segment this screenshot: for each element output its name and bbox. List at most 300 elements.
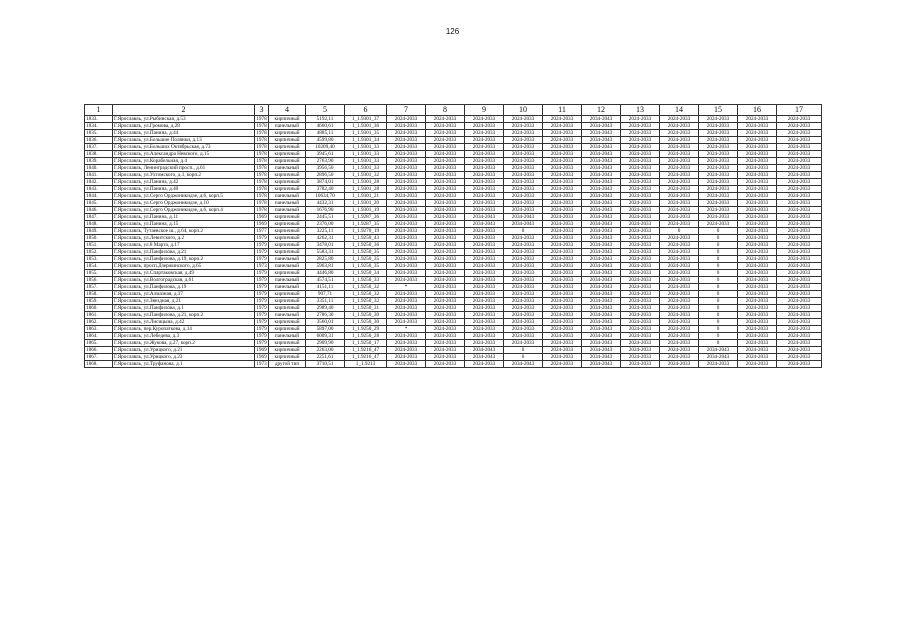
column-header: 7 [387,105,426,116]
period-cell: 2024-2033 [777,298,822,305]
period-cell: 2024-2033 [387,179,426,186]
build-year-cell: 1979 [256,298,267,304]
wall-material-cell: кирпичный [269,116,306,123]
period-cell: 2024-2033 [543,333,582,340]
period-cell: 2034-2043 [582,354,621,361]
building-code-cell: 1_1.9216_47 [345,347,387,354]
area-cell: 2825,80 [306,256,345,263]
period-cell: 2024-2033 [621,333,660,340]
period-cell: 2024-2033 [699,151,738,158]
period-cell: 2024-2033 [699,123,738,130]
period-cell: 2024-2033 [738,221,777,228]
area-cell: 3874,01 [306,179,345,186]
area-cell: 2909,90 [306,340,345,347]
period-cell: 2024-2033 [543,340,582,347]
period-cell: 2024-2033 [777,326,822,333]
period-cell: 2024-2033 [426,284,465,291]
period-cell: 2024-2033 [660,284,699,291]
period-cell: 2024-2033 [465,361,504,368]
wall-material-cell: кирпичный [269,291,306,298]
column-header: 2 [113,105,255,116]
period-cell: 2024-2033 [504,172,543,179]
period-cell: 2024-2033 [621,214,660,221]
period-cell: 2024-2033 [504,144,543,151]
period-cell: 2024-2033 [387,312,426,319]
address-cell: Г.Ярославль, ул.Серго Орджоникидзе, д.6, корп.5 [113,193,255,200]
period-cell: 2024-2033 [738,284,777,291]
period-cell: 2024-2033 [621,186,660,193]
period-cell: 2024-2033 [621,165,660,172]
period-cell: 2024-2033 [504,263,543,270]
period-cell: 2024-2033 [504,333,543,340]
period-cell: 2024-2033 [621,361,660,368]
wall-material-cell: панельный [269,123,306,130]
period-cell: 2024-2033 [777,207,822,214]
period-cell: 2024-2033 [426,270,465,277]
building-code-cell: 1_1.9301_32 [345,172,387,179]
table-body [85,105,822,368]
period-cell: 2024-2033 [543,312,582,319]
area-cell: 2445,51 [306,214,345,221]
address-cell: Г.Ярославль, ул.Александра Невского, д.15 [113,151,255,158]
row-number-cell: 1837. [85,144,113,151]
period-cell: 2024-2033 [660,312,699,319]
address-cell: Г.Ярославль, ул.Панина, д.11 [113,214,255,221]
period-cell: 2024-2033 [777,263,822,270]
address-cell: Г.Ярославль, ул.Урицкого, д.21 [113,347,255,354]
period-cell: 2024-2033 [426,158,465,165]
address-cell: Г.Ярославль, ул.Звездная, д.21 [113,298,255,305]
period-cell: 2024-2033 [504,284,543,291]
build-year-cell: 1978 [256,123,267,129]
wall-material-cell: кирпичный [269,151,306,158]
period-cell: 2024-2033 [777,228,822,235]
period-cell: 0 [699,235,738,242]
building-code-cell: 1_1.9301_34 [345,137,387,144]
build-year-cell: 1979 [256,291,267,297]
period-cell: 2024-2033 [387,137,426,144]
row-number-cell: 1862. [85,319,113,326]
period-cell: 2034-2043 [582,165,621,172]
building-code-cell: 1_1.9301_37 [345,116,387,123]
period-cell: 2024-2033 [699,144,738,151]
period-cell: 2024-2033 [660,340,699,347]
period-cell: 2024-2033 [738,263,777,270]
build-year-cell: 1978 [256,165,267,171]
period-cell: 2024-2033 [699,116,738,123]
row-number-cell: 1864. [85,333,113,340]
period-cell: 2024-2033 [426,172,465,179]
building-code-cell: 1_1.9301_35 [345,130,387,137]
table-row [85,207,822,214]
period-cell: 2034-2043 [582,228,621,235]
period-cell: 2034-2043 [582,186,621,193]
period-cell: 2024-2033 [621,305,660,312]
period-cell: 2024-2033 [504,312,543,319]
period-cell: 2024-2033 [660,221,699,228]
build-year-cell: 1978 [256,200,267,206]
period-cell: 2024-2033 [426,291,465,298]
period-cell: 2024-2033 [777,347,822,354]
period-cell: 2034-2043 [582,340,621,347]
period-cell: 2024-2033 [621,249,660,256]
period-cell: 2024-2033 [387,172,426,179]
period-cell: 2024-2033 [387,354,426,361]
address-cell: Г.Ярославль, ул.Корабельная, д.4 [113,158,255,165]
period-cell: 2024-2033 [777,333,822,340]
row-number-cell: 1865. [85,340,113,347]
period-cell: 2024-2033 [738,186,777,193]
period-cell: 2024-2033 [699,130,738,137]
period-cell: 2024-2033 [504,165,543,172]
period-cell: 2024-2033 [777,137,822,144]
period-cell: 2024-2033 [621,221,660,228]
address-cell: Г.Ярославль, ул.Панина, д.15 [113,221,255,228]
table-row [85,116,822,123]
build-year-cell: 1973 [256,361,267,367]
period-cell: 0 [699,256,738,263]
wall-material-cell: кирпичный [269,354,306,361]
period-cell: 2024-2033 [621,193,660,200]
period-cell: 2024-2033 [621,158,660,165]
period-cell: 2024-2033 [621,116,660,123]
period-cell: 2034-2043 [582,221,621,228]
period-cell: 0 [699,263,738,270]
row-number-cell: 1845. [85,200,113,207]
period-cell: 2024-2033 [738,207,777,214]
build-year-cell: 1969 [256,354,267,360]
area-cell: 4574,51 [306,277,345,284]
period-cell: 2024-2033 [465,137,504,144]
table-row [85,333,822,340]
address-cell: Г.Ярославль, ул.Лисицына, д.42 [113,319,255,326]
table-row [85,326,822,333]
period-cell: 2024-2033 [738,172,777,179]
period-cell: 2024-2033 [426,200,465,207]
period-cell: 2034-2043 [582,319,621,326]
period-cell: 2024-2033 [387,207,426,214]
period-cell: 2024-2033 [543,144,582,151]
area-cell: 3225,11 [306,228,345,235]
period-cell: 2024-2033 [660,305,699,312]
period-cell: 2034-2043 [582,256,621,263]
period-cell: 2024-2033 [504,200,543,207]
period-cell: 2024-2033 [621,172,660,179]
period-cell: 2024-2033 [426,207,465,214]
period-cell: 2024-2033 [660,298,699,305]
row-number-cell: 1844. [85,193,113,200]
area-cell: 2763,90 [306,158,345,165]
period-cell: 2024-2033 [738,354,777,361]
wall-material-cell: кирпичный [269,228,306,235]
row-number-cell: 1847. [85,214,113,221]
address-cell: Г.Ярославль, ул.Больших Октябрьская, д.73 [113,144,255,151]
building-code-cell: 1_1.9301_19 [345,207,387,214]
build-year-cell: 1978 [256,137,267,143]
period-cell: 2024-2033 [777,130,822,137]
period-cell: 2024-2033 [426,326,465,333]
period-cell: 2024-2033 [699,361,738,368]
build-year-cell: 1978 [256,172,267,178]
building-code-cell: 1_1.9250_35 [345,256,387,263]
period-cell: 2024-2033 [621,228,660,235]
address-cell: Г.Ярославль, ул.Панфилова, д.1 [113,305,255,312]
period-cell: 2024-2033 [504,340,543,347]
period-cell: 2024-2033 [738,214,777,221]
building-code-cell: 1_1.9250_30 [345,319,387,326]
wall-material-cell: панельный [269,207,306,214]
build-year-cell: 1979 [256,312,267,318]
period-cell: 2024-2033 [738,347,777,354]
period-cell: 2024-2033 [387,256,426,263]
period-cell: 2024-2033 [738,291,777,298]
address-cell: Г.Ярославль, ул.Лебедева, д.3 [113,333,255,340]
period-cell: 2024-2033 [621,277,660,284]
building-code-cell: 1_1.9250_29 [345,326,387,333]
period-cell: 2024-2033 [426,319,465,326]
table-row [85,347,822,354]
period-cell: 2024-2033 [621,319,660,326]
period-cell: 2024-2033 [660,186,699,193]
period-cell: 2024-2033 [465,305,504,312]
period-cell: 2024-2033 [387,305,426,312]
period-cell: 2024-2033 [660,130,699,137]
period-cell: 2024-2033 [426,312,465,319]
build-year-cell: 1979 [256,333,267,339]
period-cell: 2024-2033 [465,326,504,333]
build-year-cell: 1979 [256,249,267,255]
period-cell: 2024-2033 [465,333,504,340]
area-cell: 4151,11 [306,284,345,291]
row-number-cell: 1866. [85,347,113,354]
period-cell: 2024-2033 [777,214,822,221]
period-cell: * [387,284,426,291]
building-code-cell: 1_1.9287_35 [345,221,387,228]
table-row [85,305,822,312]
row-number-cell: 1857. [85,284,113,291]
column-header: 1 [85,105,113,116]
period-cell: 2024-2033 [465,263,504,270]
period-cell: 2024-2033 [543,158,582,165]
area-cell: 4599,80 [306,137,345,144]
area-cell: 2786,30 [306,312,345,319]
table-row [85,256,822,263]
wall-material-cell: кирпичный [269,179,306,186]
area-cell: 5897,00 [306,326,345,333]
wall-material-cell: кирпичный [269,298,306,305]
period-cell: 2024-2033 [660,137,699,144]
table-row [85,186,822,193]
period-cell: 2024-2033 [660,291,699,298]
period-cell: 2024-2033 [426,165,465,172]
period-cell: 2024-2033 [426,123,465,130]
period-cell: 2024-2033 [777,193,822,200]
period-cell: 2024-2033 [543,165,582,172]
period-cell: 2024-2033 [465,158,504,165]
period-cell: 2024-2033 [426,228,465,235]
building-code-cell: 1_1.9250_35 [345,263,387,270]
period-cell: 2024-2033 [387,361,426,368]
period-cell: 2024-2033 [738,242,777,249]
period-cell: 2024-2033 [465,277,504,284]
table-row [85,340,822,347]
building-code-cell: 1_1.9301_28 [345,186,387,193]
build-year-cell: 1978 [256,186,267,192]
period-cell: 2024-2033 [660,319,699,326]
row-number-cell: 1867. [85,354,113,361]
period-cell: 2024-2033 [621,347,660,354]
area-cell: 2263,00 [306,347,345,354]
period-cell: 2034-2043 [582,326,621,333]
period-cell: 2024-2033 [387,123,426,130]
period-cell: 2024-2033 [426,242,465,249]
building-code-cell: 1_1.9250_31 [345,305,387,312]
wall-material-cell: кирпичный [269,137,306,144]
address-cell: Г.Ярославль, ул.8 Марта, д.17 [113,242,255,249]
build-year-cell: 1979 [256,319,267,325]
table-row [85,228,822,235]
building-code-cell: 1_1.9250_32 [345,298,387,305]
period-cell: 2024-2033 [543,116,582,123]
period-cell: 2024-2033 [465,249,504,256]
period-cell: 2024-2033 [465,179,504,186]
period-cell: 2034-2043 [582,333,621,340]
building-code-cell: 1_1.9301_33 [345,151,387,158]
period-cell: 2034-2043 [465,221,504,228]
period-cell: 2034-2043 [699,354,738,361]
period-cell: 2024-2033 [699,172,738,179]
period-cell: 0 [699,312,738,319]
period-cell: 2024-2033 [621,298,660,305]
period-cell: 2024-2033 [543,249,582,256]
period-cell: 0 [699,319,738,326]
period-cell: 2034-2043 [582,277,621,284]
address-cell: Г.Ярославль, ул.Панина, д.44 [113,130,255,137]
build-year-cell: 1978 [256,151,267,157]
building-code-cell: 1_1.9301_28 [345,179,387,186]
building-code-cell: 1_1.9250_32 [345,284,387,291]
period-cell: 2024-2033 [777,305,822,312]
period-cell: 2024-2033 [738,305,777,312]
table-row [85,361,822,368]
wall-material-cell: панельный [269,256,306,263]
period-cell: 2024-2033 [465,340,504,347]
wall-material-cell: кирпичный [269,186,306,193]
address-cell: Г.Ярославль, ул.Рыбинская, д.53 [113,116,255,123]
area-cell: 5192,11 [306,116,345,123]
area-cell: 1676,90 [306,207,345,214]
period-cell: 2024-2033 [660,207,699,214]
table-row [85,151,822,158]
wall-material-cell: панельный [269,165,306,172]
wall-material-cell: кирпичный [269,305,306,312]
row-number-cell: 1838. [85,151,113,158]
address-cell: Г.Ярославль, ул.Панина, д.40 [113,186,255,193]
column-header: 12 [582,105,621,116]
period-cell: 2024-2033 [777,179,822,186]
period-cell: 2024-2033 [426,347,465,354]
period-cell: 2024-2033 [543,298,582,305]
row-number-cell: 1851. [85,242,113,249]
period-cell: 2024-2033 [387,193,426,200]
period-cell: 2034-2043 [465,354,504,361]
row-number-cell: 1840. [85,165,113,172]
period-cell: 2024-2033 [387,165,426,172]
period-cell: 2024-2033 [504,158,543,165]
row-number-cell: 1859. [85,298,113,305]
period-cell: 2024-2033 [426,277,465,284]
period-cell: 2024-2033 [426,221,465,228]
table-row [85,235,822,242]
period-cell: 2034-2043 [582,291,621,298]
period-cell: 0 [699,277,738,284]
period-cell: 2034-2043 [582,242,621,249]
row-number-cell: 1839. [85,158,113,165]
period-cell: 2024-2033 [543,200,582,207]
wall-material-cell: кирпичный [269,249,306,256]
table-row [85,214,822,221]
period-cell: 2024-2033 [660,277,699,284]
build-year-cell: 1978 [256,179,267,185]
period-cell: 2024-2033 [543,263,582,270]
period-cell: 2024-2033 [543,347,582,354]
column-header: 14 [660,105,699,116]
building-code-cell: 1_1.9301_36 [345,123,387,130]
period-cell: 2024-2033 [504,291,543,298]
address-cell: Г.Ярославль, ул.Большие Полянки, д.13 [113,137,255,144]
period-cell: 0 [699,305,738,312]
period-cell: 2024-2033 [504,186,543,193]
period-cell: 0 [699,333,738,340]
wall-material-cell: кирпичный [269,235,306,242]
period-cell: 2024-2033 [777,144,822,151]
area-cell: 10634,70 [306,193,345,200]
build-year-cell: 1979 [256,340,267,346]
table-row [85,270,822,277]
period-cell: 2034-2043 [582,151,621,158]
row-number-cell: 1849. [85,228,113,235]
period-cell: 0 [504,354,543,361]
period-cell: 2024-2033 [738,228,777,235]
build-year-cell: 1969 [256,347,267,353]
build-year-cell: 1969 [256,221,267,227]
period-cell: 2024-2033 [543,221,582,228]
period-cell: 2024-2033 [465,319,504,326]
wall-material-cell: кирпичный [269,221,306,228]
period-cell: 2024-2033 [387,270,426,277]
row-number-cell: 1854. [85,263,113,270]
period-cell: 2024-2033 [777,277,822,284]
period-cell: 2024-2033 [738,270,777,277]
period-cell: 2024-2033 [621,340,660,347]
wall-material-cell: кирпичный [269,172,306,179]
header-row [85,105,822,116]
period-cell: 2024-2033 [465,172,504,179]
wall-material-cell: панельный [269,263,306,270]
area-cell: 2989,40 [306,305,345,312]
table-row [85,354,822,361]
period-cell: 2024-2033 [465,242,504,249]
row-number-cell: 1842. [85,179,113,186]
period-cell: 2024-2033 [387,347,426,354]
period-cell: 2024-2033 [465,228,504,235]
wall-material-cell: другой тип [269,361,306,368]
period-cell: 2024-2033 [699,221,738,228]
row-number-cell: 1846. [85,207,113,214]
period-cell: 2024-2033 [660,200,699,207]
period-cell: 2024-2033 [465,130,504,137]
period-cell: 2024-2033 [504,179,543,186]
